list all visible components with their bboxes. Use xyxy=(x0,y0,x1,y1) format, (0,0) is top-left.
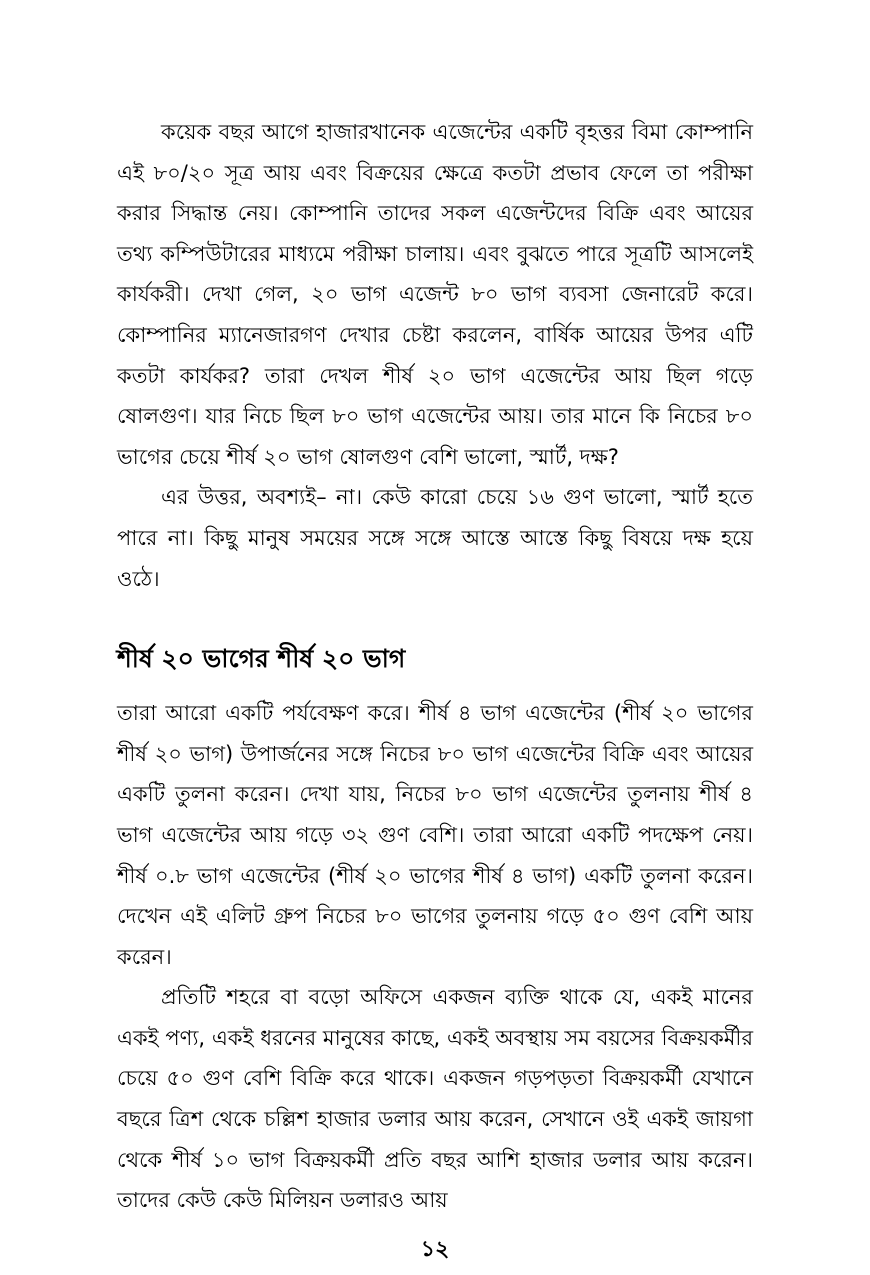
page-number: ১২ xyxy=(420,1237,450,1262)
section-heading: শীর্ষ ২০ ভাগের শীর্ষ ২০ ভাগ xyxy=(117,644,406,674)
page-body xyxy=(117,112,753,1221)
paragraph-top-salesperson: প্রতিটি শহরে বা বড়ো অফিসে একজন ব্যক্তি থাকে যে, একই মানের একই পণ্য, একই ধরনের মানুষের কাছে, একই অবস্থায় সম বয়সের বিক্রয়কর্মীর চেয়ে ৫০ গুণ বেশি বিক্রি করে থাকে। একজন গড়পড়তা বিক্রয়কর্মী যেখানে বছরে ত্রিশ থেকে চল্লিশ হাজার ডলার আয় করেন, সেখানে ওই একই জায়গা থেকে শীর্ষ ১০ ভাগ বিক্রয়কর্মী প্রতি বছর আশি হাজার ডলার আয় করেন। তাদের কেউ কেউ মিলিয়ন ডলারও আয় xyxy=(117,985,753,1213)
paragraph-insurance-study: কয়েক বছর আগে হাজারখানেক এজেন্টের একটি বৃহত্তর বিমা কোম্পানি এই ৮০/২০ সূত্র আয় এবং বিক্রয়ের ক্ষেত্রে কতটা প্রভাব ফেলে তা পরীক্ষা করার সিদ্ধান্ত নেয়। কোম্পানি তাদের সকল এজেন্টদের বিক্রি এবং আয়ের তথ্য কম্পিউটারের মাধ্যমে পরীক্ষা চালায়। এবং বুঝতে পারে সূত্রটি আসলেই কার্যকরী। দেখা গেল, ২০ ভাগ এজেন্ট ৮০ ভাগ ব্যবসা জেনারেট করে। কোম্পানির ম্যানেজারগণ দেখার চেষ্টা করলেন, বার্ষিক আয়ের উপর এটি কতটা কার্যকর? তারা দেখল শীর্ষ ২০ ভাগ এজেন্টের আয় ছিল গড়ে ষোলগুণ। যার নিচে ছিল ৮০ ভাগ এজেন্টের আয়। তার মানে কি নিচের ৮০ ভাগের চেয়ে শীর্ষ ২০ ভাগ ষোলগুণ বেশি ভালো, স্মার্ট, দক্ষ? xyxy=(117,120,753,469)
paragraph-answer: এর উত্তর, অবশ্যই– না। কেউ কারো চেয়ে ১৬ গুণ ভালো, স্মার্ট হতে পারে না। কিছু মানুষ সময়ের সঙ্গে সঙ্গে আস্তে আস্তে কিছু বিষয়ে দক্ষ হয়ে ওঠে। xyxy=(117,485,753,591)
paragraph-top-four-percent: তারা আরো একটি পর্যবেক্ষণ করে। শীর্ষ ৪ ভাগ এজেন্টের (শীর্ষ ২০ ভাগের শীর্ষ ২০ ভাগ) উপার্জনের সঙ্গে নিচের ৮০ ভাগ এজেন্টের বিক্রি এবং আয়ের একটি তুলনা করেন। দেখা যায়, নিচের ৮০ ভাগ এজেন্টের তুলনায় শীর্ষ ৪ ভাগ এজেন্টের আয় গড়ে ৩২ গুণ বেশি। তারা আরো একটি পদক্ষেপ নেয়। শীর্ষ ০.৮ ভাগ এজেন্টের (শীর্ষ ২০ ভাগের শীর্ষ ৪ ভাগ) একটি তুলনা করেন। দেখেন এই এলিট গ্রুপ নিচের ৮০ ভাগের তুলনায় গড়ে ৫০ গুণ বেশি আয় করেন। xyxy=(117,701,753,969)
